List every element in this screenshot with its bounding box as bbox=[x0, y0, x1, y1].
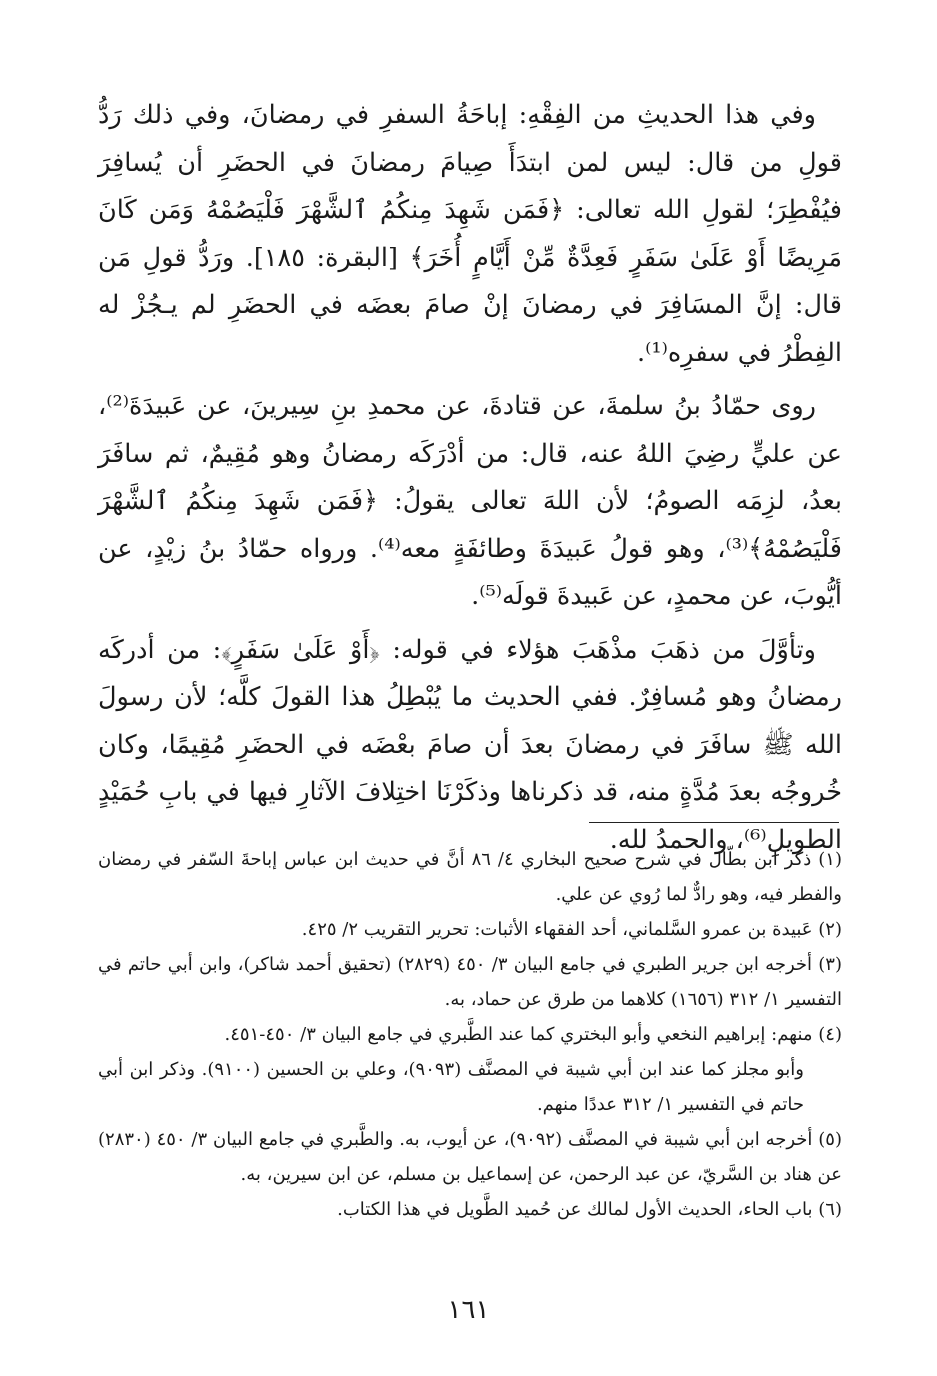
footnote-4-continuation: وأبو مجلز كما عند ابن أبي شيبة في المصنَّف (٩٠٩٣)، وعلي بن الحسين (٩١٠٠). وذكر ابن أبي حاتم في التفسير ١/ ٣١٢ عددًا منهم. bbox=[98, 1059, 804, 1115]
footnote-2: (٢) عَبيدة بن عمرو السَّلماني، أحد الفقهاء الأثبات: تحرير التقريب ٢/ ٤٢٥. bbox=[301, 919, 842, 940]
footnote-4: (٤) منهم: إبراهيم النخعي وأبو البختري كما عند الطَّبري في جامع البيان ٣/ ٤٥٠-٤٥١. bbox=[224, 1024, 842, 1045]
footnote-3: (٣) أخرجه ابن جرير الطبري في جامع البيان ٣/ ٤٥٠ (٢٨٢٩) (تحقيق أحمد شاكر)، وابن أبي حاتم في التفسير ١/ ٣١٢ (١٦٥٦) كلاهما من طرق عن حماد، به. bbox=[98, 954, 842, 1010]
page-number: ١٦١ bbox=[447, 1295, 490, 1325]
footnote-1: (١) ذكر ابن بطّال في شرح صحيح البخاري ٤/ ٨٦ أنَّ في حديث ابن عباس إباحةَ السّفر في رمضان والفطر فيه، وهو رادٌّ لما رُوي عن علي. bbox=[98, 849, 842, 905]
footnote-5: (٥) أخرجه ابن أبي شيبة في المصنَّف (٩٠٩٢)، عن أيوب، به. والطَّبري في جامع البيان ٣/ ٤٥٠ (٢٨٣٠) عن هناد بن السَّريّ، عن عبد الرحمن، عن إسماعيل بن مسلم، عن ابن سيرين، به. bbox=[98, 1129, 842, 1185]
paragraph-1: وفي هذا الحديثِ من الفِقْهِ: إباحَةُ السفرِ في رمضانَ، وفي ذلك رَدُّ قولِ من قال: ليس لمن ابتدَأَ صِيامَ رمضانَ في الحضَرِ أن يُسافِرَ فيُفْطِرَ؛ لقولِ الله تعالى: ﴿فَمَن شَهِدَ مِنكُمُ ٱلشَّهْرَ فَلْيَصُمْهُ وَمَن كَانَ مَرِيضًا أَوْ عَلَىٰ سَفَرٍ فَعِدَّةٌ مِّنْ أَيَّامٍ أُخَرَ﴾ [البقرة: ١٨٥]. ورَدُّ قولِ مَن قال: إنَّ المسَافِرَ في رمضانَ إنْ صامَ بعضَه في الحضَرِ لم يـجُزْ له الفِطْرُ في سفرِه⁽¹⁾. bbox=[98, 100, 842, 368]
footnote-6: (٦) باب الحاء، الحديث الأول لمالك عن حُميد الطَّويل في هذا الكتاب. bbox=[337, 1199, 842, 1220]
footnote-divider bbox=[589, 822, 839, 823]
page-body bbox=[98, 92, 842, 864]
paragraph-2: روى حمّادُ بنُ سلمةَ، عن قتادةَ، عن محمدِ بنِ سِيرينَ، عن عَبيدَةَ⁽²⁾، عن عليٍّ رضِيَ اللهُ عنه، قال: من أدْرَكَه رمضانُ وهو مُقِيمٌ، ثم سافَرَ بعدُ، لزِمَه الصومُ؛ لأن اللهَ تعالى يقولُ: ﴿فَمَن شَهِدَ مِنكُمُ ٱلشَّهْرَ فَلْيَصُمْهُ﴾⁽³⁾، وهو قولُ عَبيدَةَ وطائفَةٍ معه⁽⁴⁾. ورواه حمّادُ بنُ زيْدٍ، عن أيُّوبَ، عن محمدٍ، عن عَبيدةَ قولَه⁽⁵⁾. bbox=[98, 391, 842, 611]
main-text bbox=[98, 92, 842, 864]
paragraph-3: وتأوَّلَ من ذهَبَ مذْهَبَ هؤلاء في قوله: ﴿أَوْ عَلَىٰ سَفَرٍ﴾: من أدركَه رمضانُ وهو مُسافِرٌ. ففي الحديث ما يُبْطِلُ هذا القولَ كلَّه؛ لأن رسولَ الله ﷺ سافَرَ في رمضانَ بعدَ أن صامَ بعْضَه في الحضَرِ مُقِيمًا، وكان خُروجُه بعدَ مُدَّةٍ منه، قد ذكرناها وذكَرْنَا اختِلافَ الآثارِ فيها في بابِ حُمَيْدٍ الطويلِ⁽⁶⁾، والحمدُ لله. bbox=[98, 634, 842, 855]
footnotes bbox=[98, 842, 842, 1227]
